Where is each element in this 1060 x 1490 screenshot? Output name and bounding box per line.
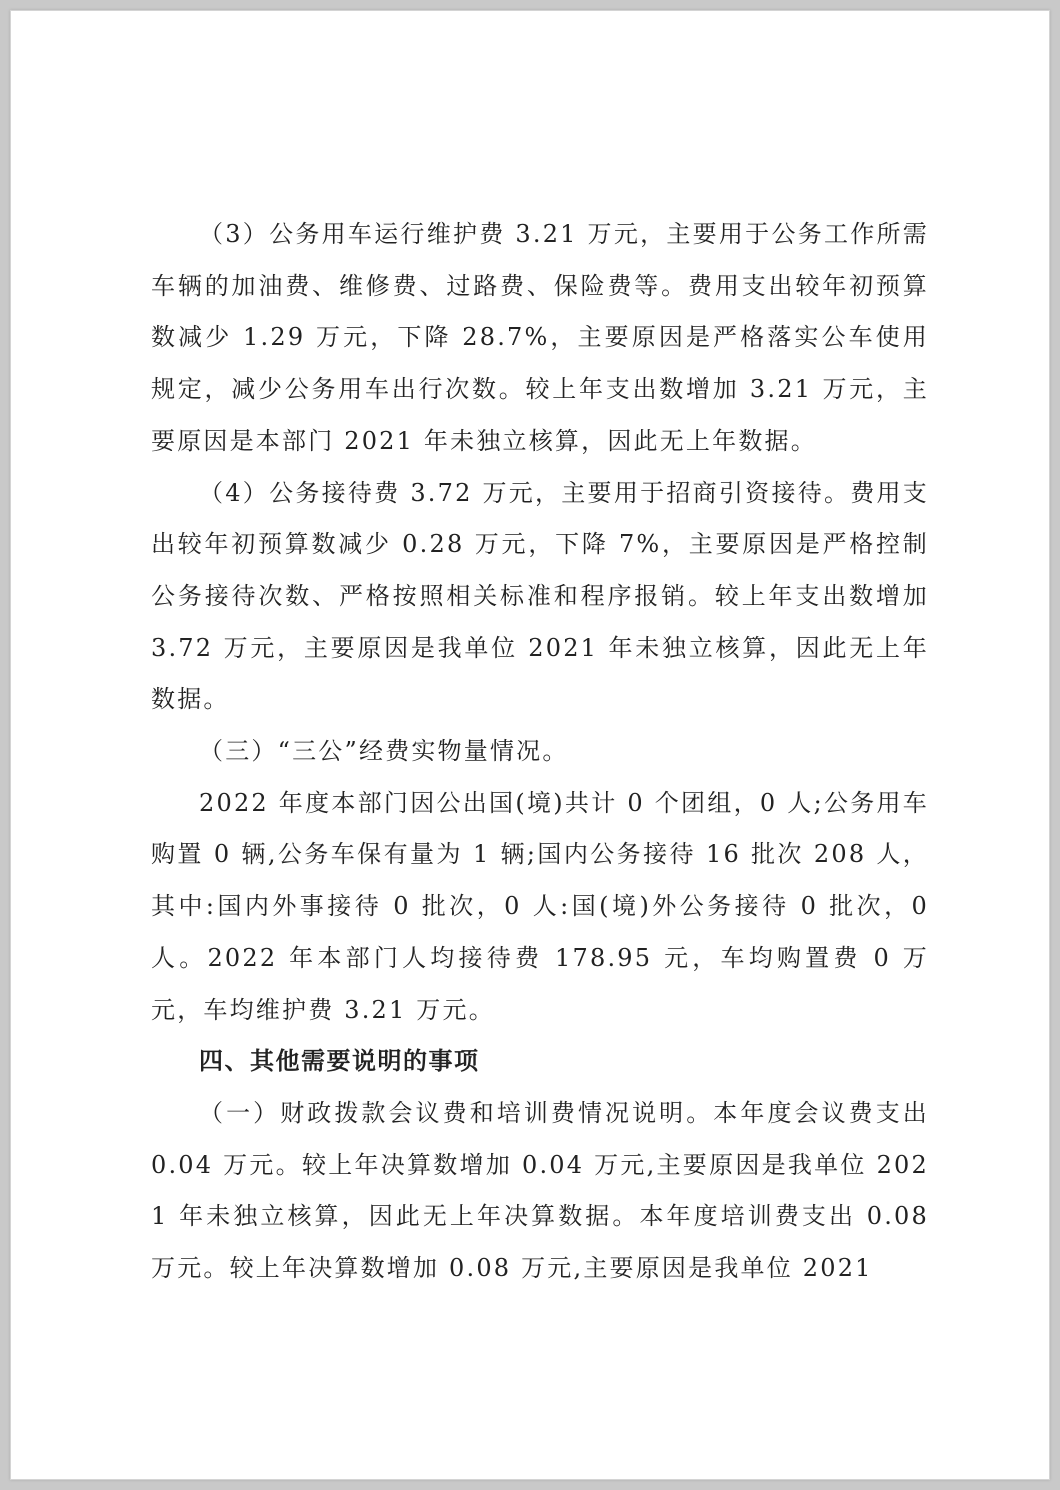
paragraph-official-reception: （4）公务接待费 3.72 万元，主要用于招商引资接待。费用支出较年初预算数减少 0.28 万元，下降 7%，主要原因是严格控制公务接待次数、严格按照相关标准和程序报销。较上年支出数增加 3.72 万元，主要原因是我单位 2021 年未独立核算，因此无上年数据。 <box>151 478 929 714</box>
paragraph-vehicle-maintenance: （3）公务用车运行维护费 3.21 万元，主要用于公务工作所需车辆的加油费、维修费、过路费、保险费等。费用支出较年初预算数减少 1.29 万元，下降 28.7%，主要原因是严格落实公车使用规定，减少公务用车出行次数。较上年支出数增加 3.21 万元，主要原因是本部门 2021 年未独立核算，因此无上年数据。 <box>151 220 929 455</box>
paragraph-physical-quantity: 2022 年度本部门因公出国(境)共计 0 个团组，0 人;公务用车购置 0 辆,公务车保有量为 1 辆;国内公务接待 16 批次 208 人，其中:国内外事接待 0 批次，0 人:国(境)外公务接待 0 批次，0 人。2022 年本部门人均接待费 178.95 元，车均购置费 0 万元，车均维护费 3.21 万元。 <box>151 788 929 1024</box>
document-body <box>151 209 929 1295</box>
paragraph-meeting-training-fees: （一）财政拨款会议费和培训费情况说明。本年度会议费支出 0.04 万元。较上年决算数增加 0.04 万元,主要原因是我单位 2021 年未独立核算，因此无上年决算数据。本年度培训费支出 0.08 万元。较上年决算数增加 0.08 万元,主要原因是我单位 2021 <box>151 1098 929 1283</box>
document-page <box>10 10 1050 1480</box>
section-heading-other-matters: 四、其他需要说明的事项 <box>199 1047 480 1076</box>
section-heading-physical-quantity: （三）“三公”经费实物量情况。 <box>199 737 569 766</box>
